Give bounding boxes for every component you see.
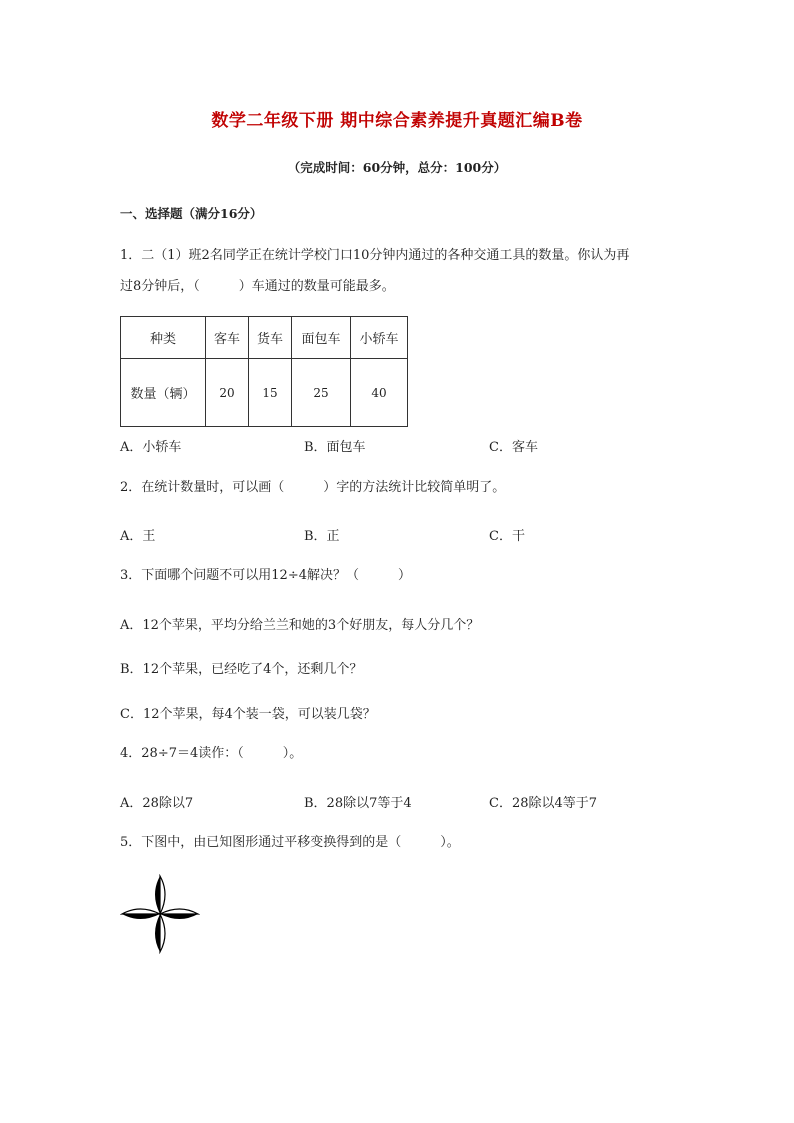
table-cell: 15 [249,359,292,427]
exam-title: 数学二年级下册 期中综合素养提升真题汇编B卷 [211,111,583,131]
question-1-option-a: A．小轿车 [120,440,182,455]
table-cell: 25 [292,359,351,427]
table-cell: 20 [206,359,249,427]
question-2-option-c: C．干 [489,529,525,544]
table-header-cell: 面包车 [292,317,351,359]
petal-bottom-right-half [160,914,165,952]
table-header-cell: 种类 [121,317,206,359]
section-heading-multiple-choice: 一、选择题（满分16分） [120,206,263,221]
table-row-label: 数量（辆） [121,359,206,427]
question-4-option-a: A．28除以7 [120,796,194,811]
question-1-line-1: 1．二（1）班2名同学正在统计学校门口10分钟内通过的各种交通工具的数量。你认为再 [120,248,630,263]
question-4-option-b: B．28除以7等于4 [304,796,412,811]
table-header-cell: 客车 [206,317,249,359]
question-3-option-b: B．12个苹果，已经吃了4个，还剩几个？ [120,662,363,677]
petal-right-lower-half [160,914,198,919]
question-2-option-b: B．正 [304,529,340,544]
question-2-text: 2．在统计数量时，可以画（ ）字的方法统计比较简单明了。 [120,480,506,495]
petal-left-lower-half [122,914,160,919]
table-header-row [121,317,408,359]
vehicle-count-table [120,316,408,427]
question-1-line-2: 过8分钟后，（ ）车通过的数量可能最多。 [120,279,395,294]
petal-top-right-half [160,876,165,914]
table-header-cell: 货车 [249,317,292,359]
question-3-option-c: C．12个苹果，每4个装一袋，可以装几袋？ [120,707,376,722]
table-cell: 40 [351,359,408,427]
question-1-option-b: B．面包车 [304,440,366,455]
exam-subtitle: （完成时间：60分钟，总分：100分） [287,160,507,175]
question-5-text: 5．下图中，由已知图形通过平移变换得到的是（ ）。 [120,835,460,850]
four-petal-figure [120,874,200,954]
question-2-option-a: A．王 [120,529,156,544]
question-3-text: 3．下面哪个问题不可以用12÷4解决？（ ） [120,568,411,583]
petal-right-upper-half [160,909,198,914]
question-3-option-a: A．12个苹果，平均分给兰兰和她的3个好朋友，每人分几个？ [120,618,480,633]
petal-left-upper-half [122,909,160,914]
table-header-cell: 小轿车 [351,317,408,359]
petal-bottom-left-half [155,914,160,952]
question-4-text: 4．28÷7＝4读作：（ ）。 [120,746,303,761]
table-row [121,359,408,427]
question-4-option-c: C．28除以4等于7 [489,796,598,811]
question-1-option-c: C．客车 [489,440,538,455]
petal-top-left-half [155,876,160,914]
